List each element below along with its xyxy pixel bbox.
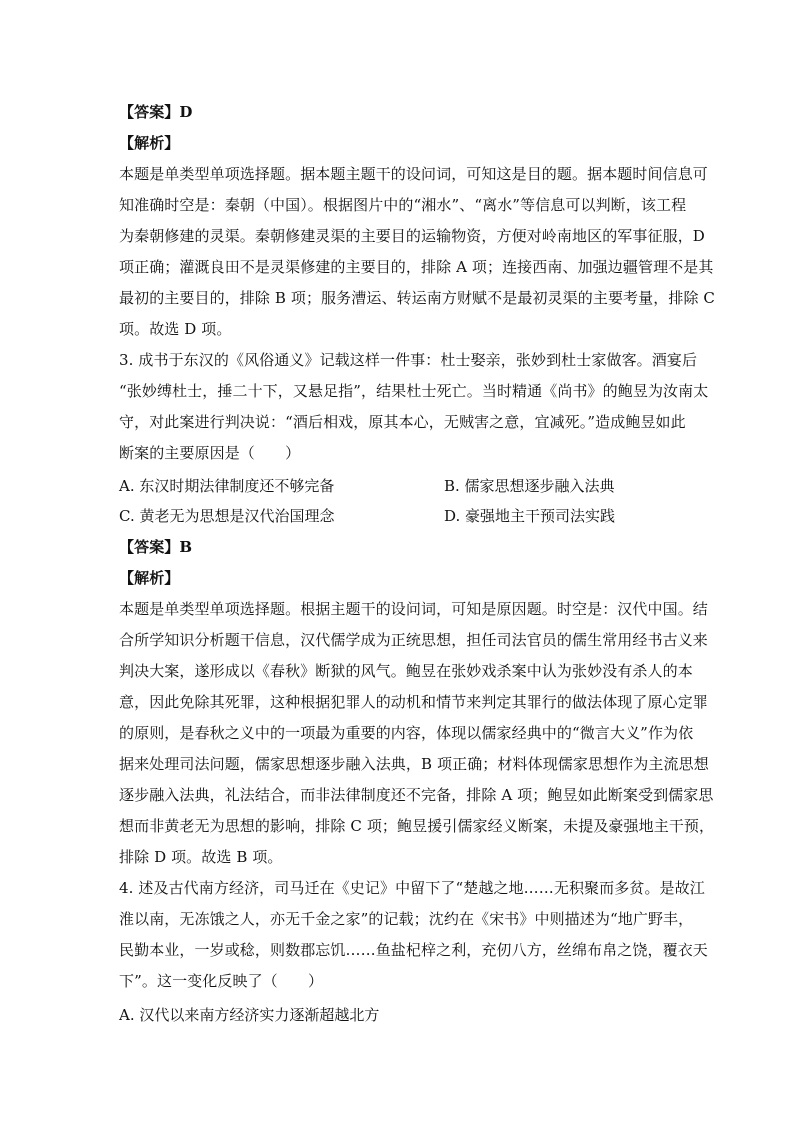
question-3-option-c: C. 黄老无为思想是汉代治国理念 bbox=[119, 507, 335, 525]
analysis-heading-q3: 【解析】 bbox=[119, 569, 180, 587]
question-4-stem: 民勤本业，一岁或稔，则数郡忘饥……鱼盐杞梓之利，充仞八方，丝绵布帛之饶，覆衣天 bbox=[119, 941, 708, 959]
analysis-line-q2: 本题是单类型单项选择题。据本题主题干的设问词，可知这是目的题。据本题时间信息可 bbox=[119, 165, 708, 183]
analysis-line-q3: 排除 D 项。故选 B 项。 bbox=[119, 848, 283, 866]
question-3-option-b: B. 儒家思想逐步融入法典 bbox=[444, 477, 615, 495]
analysis-line-q3: 判决大案，遂形成以《春秋》断狱的风气。鲍昱在张妙戏杀案中认为张妙没有杀人的本 bbox=[119, 662, 693, 680]
analysis-heading-q2: 【解析】 bbox=[119, 134, 180, 152]
analysis-line-q3: 据来处理司法问题，儒家思想逐步融入法典，B 项正确；材料体现儒家思想作为主流思想 bbox=[119, 755, 709, 773]
analysis-line-q3: 的原则，是春秋之义中的一项最为重要的内容，体现以儒家经典中的“微言大义”作为依 bbox=[119, 724, 694, 742]
answer-label-q3: 【答案】B bbox=[119, 538, 193, 556]
analysis-line-q2: 知准确时空是：秦朝（中国）。根据图片中的“湘水”、“离水”等信息可以判断，该工程 bbox=[119, 196, 687, 214]
question-4-option-a: A. 汉代以来南方经济实力逐渐超越北方 bbox=[119, 1006, 380, 1024]
question-4-stem: 淮以南，无冻饿之人，亦无千金之家”的记载；沈约在《宋书》中则描述为“地广野丰， bbox=[119, 910, 694, 928]
analysis-line-q3: 本题是单类型单项选择题。根据主题干的设问词，可知是原因题。时空是：汉代中国。结 bbox=[119, 600, 708, 618]
question-3-stem: 断案的主要原因是（ ） bbox=[119, 444, 301, 462]
analysis-line-q3: 合所学知识分析题干信息，汉代儒学成为正统思想，担任司法官员的儒生常用经书古义来 bbox=[119, 631, 708, 649]
answer-label-q2: 【答案】D bbox=[119, 103, 193, 121]
question-4-stem: 下”。这一变化反映了（ ） bbox=[119, 972, 324, 990]
analysis-line-q3: 意，因此免除其死罪，这种根据犯罪人的动机和情节来判定其罪行的做法体现了原心定罪 bbox=[119, 693, 708, 711]
analysis-line-q2: 项正确；灌溉良田不是灵渠修建的主要目的，排除 A 项；连接西南、加强边疆管理不是其 bbox=[119, 258, 714, 276]
question-3-stem: “张妙缚杜士，捶二十下，又悬足指”，结果杜士死亡。当时精通《尚书》的鲍昱为汝南太 bbox=[119, 382, 709, 400]
question-3-stem: 3. 成书于东汉的《风俗通义》记载这样一件事：杜士娶亲，张妙到杜士家做客。酒宴后 bbox=[119, 351, 698, 369]
analysis-line-q2: 最初的主要目的，排除 B 项；服务漕运、转运南方财赋不是最初灵渠的主要考量，排除 C bbox=[119, 289, 716, 307]
analysis-line-q2: 为秦朝修建的灵渠。秦朝修建灵渠的主要目的运输物资，方便对岭南地区的军事征服，D bbox=[119, 227, 705, 245]
question-3-option-d: D. 豪强地主干预司法实践 bbox=[444, 507, 616, 525]
analysis-line-q3: 想而非黄老无为思想的影响，排除 C 项；鲍昱援引儒家经义断案，未提及豪强地主干预， bbox=[119, 817, 715, 835]
question-3-stem: 守，对此案进行判决说：“酒后相戏，原其本心，无贼害之意，宜减死。”造成鲍昱如此 bbox=[119, 413, 686, 431]
question-4-stem: 4. 述及古代南方经济，司马迁在《史记》中留下了“楚越之地……无积聚而多贫。是故江 bbox=[119, 879, 705, 897]
analysis-line-q2: 项。故选 D 项。 bbox=[119, 320, 232, 338]
question-3-option-a: A. 东汉时期法律制度还不够完备 bbox=[119, 477, 335, 495]
analysis-line-q3: 逐步融入法典，礼法结合，而非法律制度还不完备，排除 A 项；鲍昱如此断案受到儒家思 bbox=[119, 786, 714, 804]
